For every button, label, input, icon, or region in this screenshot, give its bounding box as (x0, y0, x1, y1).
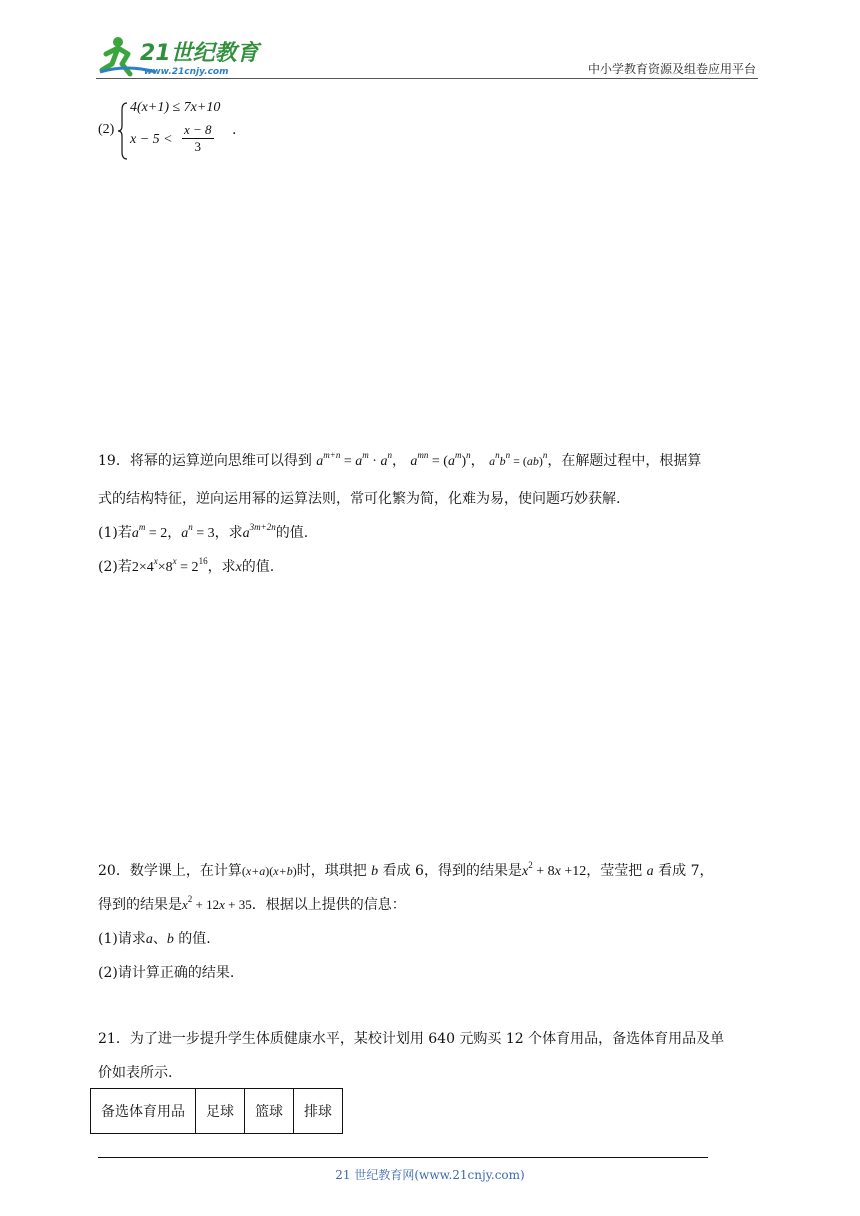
table-row (91, 1089, 343, 1134)
fraction-denominator: 3 (194, 139, 202, 154)
q21-line-2: 价如表所示. (98, 1065, 173, 1081)
separator: ， (470, 453, 485, 469)
q19-intro-text: 19．将幂的运算逆向思维可以得到 (98, 453, 312, 469)
formula-product-power-rule: $a^nb^n = (ab)^n$ (489, 450, 548, 468)
table-cell: 篮球 (245, 1089, 294, 1134)
q20-part-1: (1)请求a、b 的值. (98, 931, 211, 947)
fraction-numerator: x − 8 (184, 122, 212, 137)
inequality-line-1: 4(x+1) ≤ 7x+10 (130, 100, 221, 115)
fraction (182, 122, 214, 155)
table-cell: 备选体育用品 (91, 1089, 196, 1134)
header-platform-text: 中小学教育资源及组卷应用平台 (587, 62, 756, 76)
footer-divider (98, 1157, 708, 1158)
q19-line-2: 式的结构特征，逆向运用幂的运算法则，常可化繁为简，化难为易，使问题巧妙获解. (98, 491, 621, 507)
formula-product-rule: $a^{m+n} = a^m \cdot a^n$ (316, 450, 392, 469)
table-cell: 足球 (196, 1089, 245, 1134)
q21-line-1: 21．为了进一步提升学生体质健康水平，某校计划用 640 元购买 12 个体育用品，备选体育用品及单 (98, 1031, 725, 1047)
trailing-period: . (232, 122, 237, 138)
q20-line-2: 得到的结果是$x^2 + 12x + 35$．根据以上提供的信息： (98, 894, 406, 913)
header-divider (96, 78, 758, 79)
sports-equipment-table (90, 1088, 343, 1134)
table-cell: 排球 (294, 1089, 343, 1134)
q19-part-1: (1)若$a^m = 2$，$a^n = 3$，求$a^{3m+2n}$的值. (98, 522, 309, 541)
inequality-line-2-left: x − 5 < (130, 132, 173, 147)
site-logo (96, 34, 266, 78)
logo-url: www.21cnjy.com (144, 67, 229, 77)
formula-power-rule: $a^{mn} = (a^m)^n$ (410, 450, 471, 469)
inequality-system (98, 100, 298, 166)
q19-part-2: (2)若$2\times 4^x\times 8^x = 2^{16}$，求x的值. (98, 556, 275, 575)
q20-part-2: (2)请计算正确的结果. (98, 965, 235, 981)
q20-line-1: 20．数学课上，在计算(x+a)(x+b)时，琪琪把 b 看成 6，得到的结果是$x^2 + 8x +12$，莹莹把 a 看成 7， (98, 860, 714, 879)
footer-site-text: 21 世纪教育网(www.21cnjy.com) (335, 1168, 525, 1182)
q19-line-1 (98, 450, 701, 473)
separator: ， (391, 453, 406, 469)
q19-intro-text-b: ，在解题过程中，根据算 (547, 453, 702, 469)
part-label: (2) (98, 122, 115, 137)
logo-text: 21世纪教育 (140, 41, 259, 66)
left-brace (118, 102, 128, 160)
